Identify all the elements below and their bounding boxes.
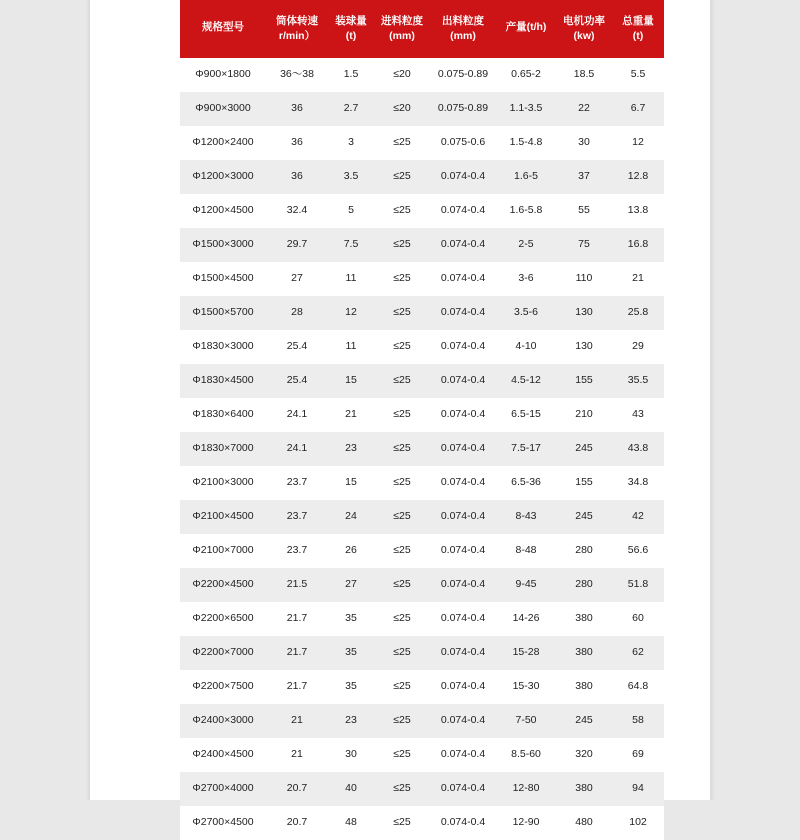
table-cell: 3 [328,126,374,160]
cell-model: Φ2700×4000 [180,772,266,806]
table-cell: 36～38 [266,58,328,92]
table-cell: ≤25 [374,364,430,398]
table-cell: 0.074-0.4 [430,262,496,296]
table-cell: 0.074-0.4 [430,398,496,432]
table-cell: 380 [556,636,612,670]
table-cell: 20.7 [266,772,328,806]
table-row [180,670,664,704]
column-header-total-weight [612,0,664,58]
table-cell: 5.5 [612,58,664,92]
table-cell: 380 [556,772,612,806]
table-cell: 21 [266,704,328,738]
table-row [180,772,664,806]
table-cell: 21.5 [266,568,328,602]
table-cell: 20.7 [266,806,328,840]
table-cell: 36 [266,126,328,160]
table-header [180,0,664,58]
cell-model: Φ2100×3000 [180,466,266,500]
column-header-feed-size-sub: (mm) [389,30,415,42]
cell-model: Φ2100×4500 [180,500,266,534]
cell-model: Φ2200×7500 [180,670,266,704]
table-cell: 42 [612,500,664,534]
table-cell: 30 [328,738,374,772]
column-header-total-weight-sub: (t) [632,30,644,42]
table-cell: 0.65-2 [496,58,556,92]
table-cell: 25.4 [266,364,328,398]
table-cell: 16.8 [612,228,664,262]
table-cell: ≤20 [374,58,430,92]
table-cell: 23.7 [266,534,328,568]
table-cell: 7.5 [328,228,374,262]
column-header-model-main: 规格型号 [202,21,244,34]
table-cell: ≤25 [374,500,430,534]
cell-model: Φ1830×6400 [180,398,266,432]
column-header-rotation-speed [266,0,328,58]
table-cell: 12.8 [612,160,664,194]
table-header-row [180,0,664,58]
table-cell: 25.8 [612,296,664,330]
table-cell: 1.1-3.5 [496,92,556,126]
table-cell: 0.074-0.4 [430,466,496,500]
table-cell: 8-43 [496,500,556,534]
table-cell: 245 [556,432,612,466]
table-cell: 11 [328,262,374,296]
table-cell: 0.074-0.4 [430,806,496,840]
table-cell: 2.7 [328,92,374,126]
table-cell: 60 [612,602,664,636]
cell-model: Φ2200×4500 [180,568,266,602]
cell-model: Φ1500×3000 [180,228,266,262]
column-header-feed-size [374,0,430,58]
table-cell: 9-45 [496,568,556,602]
table-cell: 21.7 [266,636,328,670]
table-row [180,806,664,840]
column-header-motor-power-sub: (kw) [573,30,595,42]
table-cell: 0.075-0.89 [430,92,496,126]
table-cell: 8.5-60 [496,738,556,772]
table-cell: 75 [556,228,612,262]
table-cell: 21 [328,398,374,432]
table-cell: 94 [612,772,664,806]
table-cell: ≤25 [374,466,430,500]
table-row [180,296,664,330]
column-header-motor-power [556,0,612,58]
table-cell: 380 [556,602,612,636]
column-header-discharge-size-sub: (mm) [450,30,476,42]
table-cell: 62 [612,636,664,670]
table-cell: 8-48 [496,534,556,568]
table-cell: 6.7 [612,92,664,126]
table-cell: ≤25 [374,704,430,738]
table-cell: 34.8 [612,466,664,500]
table-cell: 24 [328,500,374,534]
column-header-total-weight-main: 总重量 [622,14,654,27]
table-row [180,568,664,602]
table-cell: 21.7 [266,670,328,704]
table-cell: 23 [328,432,374,466]
table-cell: 51.8 [612,568,664,602]
table-cell: 27 [328,568,374,602]
table-cell: 14-26 [496,602,556,636]
table-cell: 0.074-0.4 [430,500,496,534]
table-cell: 40 [328,772,374,806]
table-cell: 43.8 [612,432,664,466]
table-cell: 26 [328,534,374,568]
table-cell: 0.074-0.4 [430,670,496,704]
table-cell: ≤25 [374,126,430,160]
table-cell: 12 [328,296,374,330]
table-cell: ≤25 [374,194,430,228]
table-cell: 280 [556,568,612,602]
table-cell: 245 [556,704,612,738]
table-cell: 3.5-6 [496,296,556,330]
cell-model: Φ900×3000 [180,92,266,126]
table-cell: 130 [556,330,612,364]
column-header-feed-size-main: 进料粒度 [381,14,423,27]
table-cell: ≤25 [374,568,430,602]
column-header-motor-power-main: 电机功率 [563,14,605,27]
cell-model: Φ2200×6500 [180,602,266,636]
table-row [180,636,664,670]
table-cell: 210 [556,398,612,432]
table-cell: 21 [612,262,664,296]
column-header-model [180,0,266,58]
table-cell: 23.7 [266,466,328,500]
page-shadow-right [710,0,715,800]
table-cell: 4-10 [496,330,556,364]
table-cell: 29.7 [266,228,328,262]
table-cell: 0.074-0.4 [430,636,496,670]
column-header-rotation-speed-sub: r/min） [278,30,316,42]
table-row [180,364,664,398]
table-cell: 22 [556,92,612,126]
table-cell: 155 [556,466,612,500]
table-cell: 24.1 [266,432,328,466]
table-cell: ≤20 [374,92,430,126]
table-cell: 21 [266,738,328,772]
cell-model: Φ1200×4500 [180,194,266,228]
table-cell: ≤25 [374,330,430,364]
column-header-rotation-speed-main: 筒体转速 [276,14,318,27]
table-cell: 0.074-0.4 [430,738,496,772]
cell-model: Φ1500×5700 [180,296,266,330]
table-cell: 36 [266,92,328,126]
table-cell: 1.6-5 [496,160,556,194]
table-cell: 380 [556,670,612,704]
table-cell: 280 [556,534,612,568]
table-cell: 35 [328,602,374,636]
table-cell: 23 [328,704,374,738]
table-cell: 13.8 [612,194,664,228]
table-cell: 7-50 [496,704,556,738]
table-cell: ≤25 [374,534,430,568]
table-cell: 58 [612,704,664,738]
table-cell: 155 [556,364,612,398]
table-cell: 0.074-0.4 [430,568,496,602]
table-cell: 4.5-12 [496,364,556,398]
table-cell: 69 [612,738,664,772]
table-row [180,704,664,738]
table-cell: ≤25 [374,738,430,772]
cell-model: Φ2200×7000 [180,636,266,670]
table-cell: 24.1 [266,398,328,432]
table-cell: 15-30 [496,670,556,704]
table-cell: 2-5 [496,228,556,262]
table-cell: 12-90 [496,806,556,840]
table-row [180,398,664,432]
cell-model: Φ2400×3000 [180,704,266,738]
table-cell: 0.074-0.4 [430,228,496,262]
table-cell: 110 [556,262,612,296]
cell-model: Φ2400×4500 [180,738,266,772]
table-cell: 6.5-15 [496,398,556,432]
table-cell: 0.074-0.4 [430,364,496,398]
table-cell: 1.5-4.8 [496,126,556,160]
table-cell: 21.7 [266,602,328,636]
table-row [180,534,664,568]
table-row [180,58,664,92]
table-cell: 3-6 [496,262,556,296]
table-cell: 27 [266,262,328,296]
table-cell: 0.074-0.4 [430,160,496,194]
table-row [180,194,664,228]
table-cell: 0.074-0.4 [430,330,496,364]
table-cell: 64.8 [612,670,664,704]
table-cell: 480 [556,806,612,840]
table-cell: 130 [556,296,612,330]
table-cell: ≤25 [374,806,430,840]
table-row [180,500,664,534]
table-row [180,738,664,772]
table-cell: ≤25 [374,772,430,806]
table-row [180,330,664,364]
table-row [180,92,664,126]
table-cell: 0.074-0.4 [430,534,496,568]
table-cell: 18.5 [556,58,612,92]
table-cell: 7.5-17 [496,432,556,466]
table-cell: ≤25 [374,228,430,262]
table-cell: 15 [328,364,374,398]
column-header-ball-load-main: 装球量 [335,14,367,27]
table-cell: 55 [556,194,612,228]
column-header-ball-load-sub: (t) [345,30,357,42]
table-cell: 0.074-0.4 [430,194,496,228]
table-cell: ≤25 [374,670,430,704]
table-cell: 1.5 [328,58,374,92]
cell-model: Φ2100×7000 [180,534,266,568]
table-cell: 28 [266,296,328,330]
column-header-capacity-main: 产量(t/h) [505,21,547,34]
table-cell: 37 [556,160,612,194]
column-header-capacity [496,0,556,58]
table-cell: 1.6-5.8 [496,194,556,228]
table-cell: 245 [556,500,612,534]
cell-model: Φ1200×2400 [180,126,266,160]
table-cell: 12 [612,126,664,160]
table-cell: 35 [328,670,374,704]
table-cell: 35.5 [612,364,664,398]
table-cell: 15-28 [496,636,556,670]
specification-table [180,0,664,840]
table-cell: 5 [328,194,374,228]
cell-model: Φ2700×4500 [180,806,266,840]
table-cell: 0.074-0.4 [430,296,496,330]
table-cell: ≤25 [374,398,430,432]
cell-model: Φ1200×3000 [180,160,266,194]
table-cell: 6.5-36 [496,466,556,500]
table-cell: 32.4 [266,194,328,228]
cell-model: Φ900×1800 [180,58,266,92]
table-cell: 25.4 [266,330,328,364]
table-cell: 0.074-0.4 [430,432,496,466]
table-row [180,466,664,500]
table-cell: 102 [612,806,664,840]
table-cell: ≤25 [374,262,430,296]
table-cell: 35 [328,636,374,670]
column-header-discharge-size [430,0,496,58]
table-cell: 36 [266,160,328,194]
table-cell: 30 [556,126,612,160]
table-row [180,602,664,636]
table-row [180,126,664,160]
cell-model: Φ1830×3000 [180,330,266,364]
table-cell: 56.6 [612,534,664,568]
table-cell: 0.075-0.89 [430,58,496,92]
table-cell: 0.074-0.4 [430,704,496,738]
table-cell: 11 [328,330,374,364]
cell-model: Φ1500×4500 [180,262,266,296]
column-header-discharge-size-main: 出料粒度 [442,14,484,27]
table-row [180,432,664,466]
table-cell: ≤25 [374,602,430,636]
table-row [180,160,664,194]
table-cell: 0.075-0.6 [430,126,496,160]
table-cell: ≤25 [374,432,430,466]
table-cell: 29 [612,330,664,364]
column-header-ball-load [328,0,374,58]
table-cell: 23.7 [266,500,328,534]
table-cell: 43 [612,398,664,432]
table-cell: 48 [328,806,374,840]
table-row [180,262,664,296]
table-cell: 0.074-0.4 [430,772,496,806]
table-row [180,228,664,262]
table-cell: ≤25 [374,160,430,194]
table-cell: 0.074-0.4 [430,602,496,636]
table-cell: 3.5 [328,160,374,194]
table-cell: 320 [556,738,612,772]
cell-model: Φ1830×4500 [180,364,266,398]
table-cell: 15 [328,466,374,500]
cell-model: Φ1830×7000 [180,432,266,466]
table-cell: ≤25 [374,296,430,330]
table-cell: 12-80 [496,772,556,806]
table-body [180,58,664,840]
table-cell: ≤25 [374,636,430,670]
